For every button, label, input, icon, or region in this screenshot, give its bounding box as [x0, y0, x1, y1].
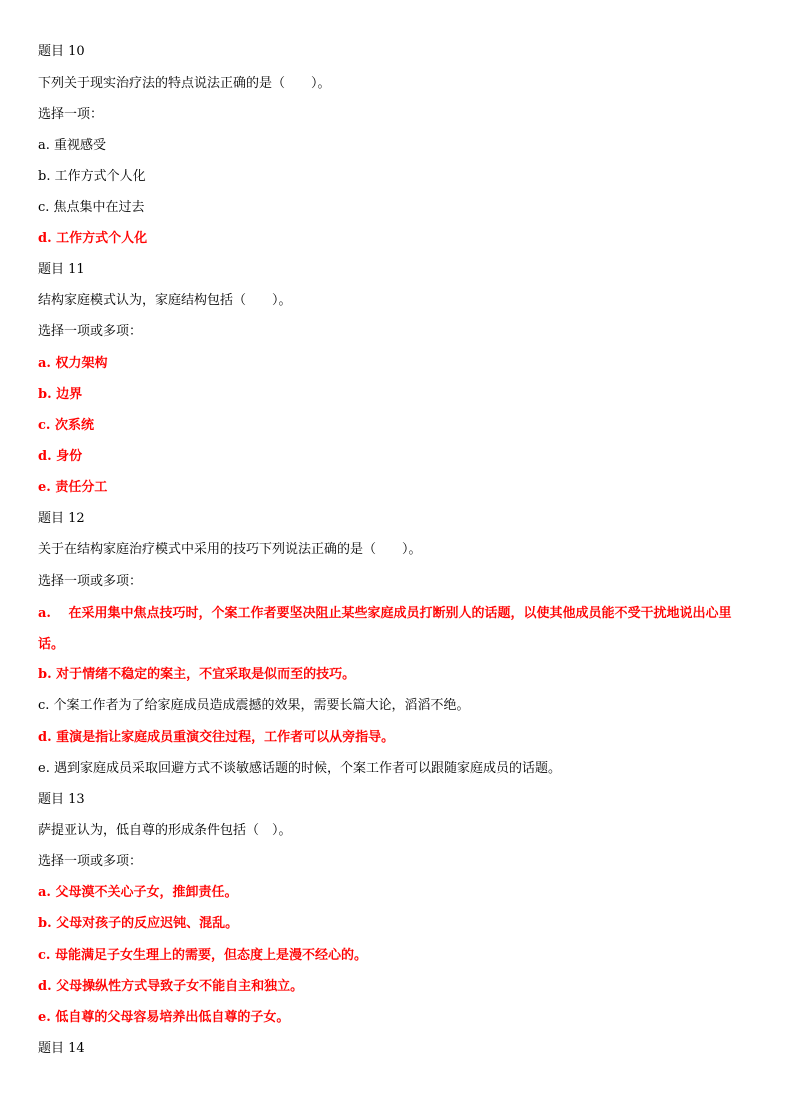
- question-prompt: 选择一项：: [38, 107, 104, 122]
- question-title: 题目 10: [38, 44, 85, 59]
- option-d-correct: d. 身份: [38, 449, 83, 464]
- option-c-correct: c. 母能满足子女生理上的需要，但态度上是漫不经心的。: [38, 948, 367, 963]
- option-b-correct: b. 对于情绪不稳定的案主，不宜采取是似而至的技巧。: [38, 667, 356, 682]
- option-c: c. 焦点集中在过去: [38, 200, 145, 215]
- question-title: 题目 12: [38, 511, 85, 526]
- option-d-correct: d. 父母操纵性方式导致子女不能自主和独立。: [38, 979, 304, 994]
- option-b-correct: b. 父母对孩子的反应迟钝、混乱。: [38, 916, 239, 931]
- option-c-correct: c. 次系统: [38, 418, 94, 433]
- question-prompt: 选择一项或多项：: [38, 324, 143, 339]
- option-e-correct: e. 低自尊的父母容易培养出低自尊的子女。: [38, 1010, 290, 1025]
- question-title: 题目 14: [38, 1041, 85, 1056]
- question-title: 题目 13: [38, 792, 85, 807]
- option-a-correct: a. 父母漠不关心子女，推卸责任。: [38, 885, 238, 900]
- option-b: b. 工作方式个人化: [38, 169, 146, 184]
- question-title: 题目 11: [38, 262, 85, 277]
- question-text: 结构家庭模式认为，家庭结构包括（ ）。: [38, 293, 292, 308]
- option-d-correct: d. 工作方式个人化: [38, 231, 148, 246]
- option-a-correct: a. 在采用集中焦点技巧时，个案工作者要坚决阻止某些家庭成员打断别人的话题，以使其他成员能不受干扰地说出心里话。: [38, 606, 732, 652]
- option-e: e. 遇到家庭成员采取回避方式不谈敏感话题的时候，个案工作者可以跟随家庭成员的话题。: [38, 761, 561, 776]
- option-b-correct: b. 边界: [38, 387, 83, 402]
- option-a: a. 重视感受: [38, 138, 107, 153]
- option-e-correct: e. 责任分工: [38, 480, 108, 495]
- option-a-correct: a. 权力架构: [38, 356, 108, 371]
- question-prompt: 选择一项或多项：: [38, 574, 143, 589]
- question-text: 下列关于现实治疗法的特点说法正确的是（ ）。: [38, 76, 331, 91]
- option-d-correct: d. 重演是指让家庭成员重演交往过程，工作者可以从旁指导。: [38, 730, 395, 745]
- question-text: 萨提亚认为，低自尊的形成条件包括（ ）。: [38, 823, 292, 838]
- question-text: 关于在结构家庭治疗模式中采用的技巧下列说法正确的是（ ）。: [38, 542, 422, 557]
- question-prompt: 选择一项或多项：: [38, 854, 143, 869]
- option-c: c. 个案工作者为了给家庭成员造成震撼的效果，需要长篇大论，滔滔不绝。: [38, 698, 470, 713]
